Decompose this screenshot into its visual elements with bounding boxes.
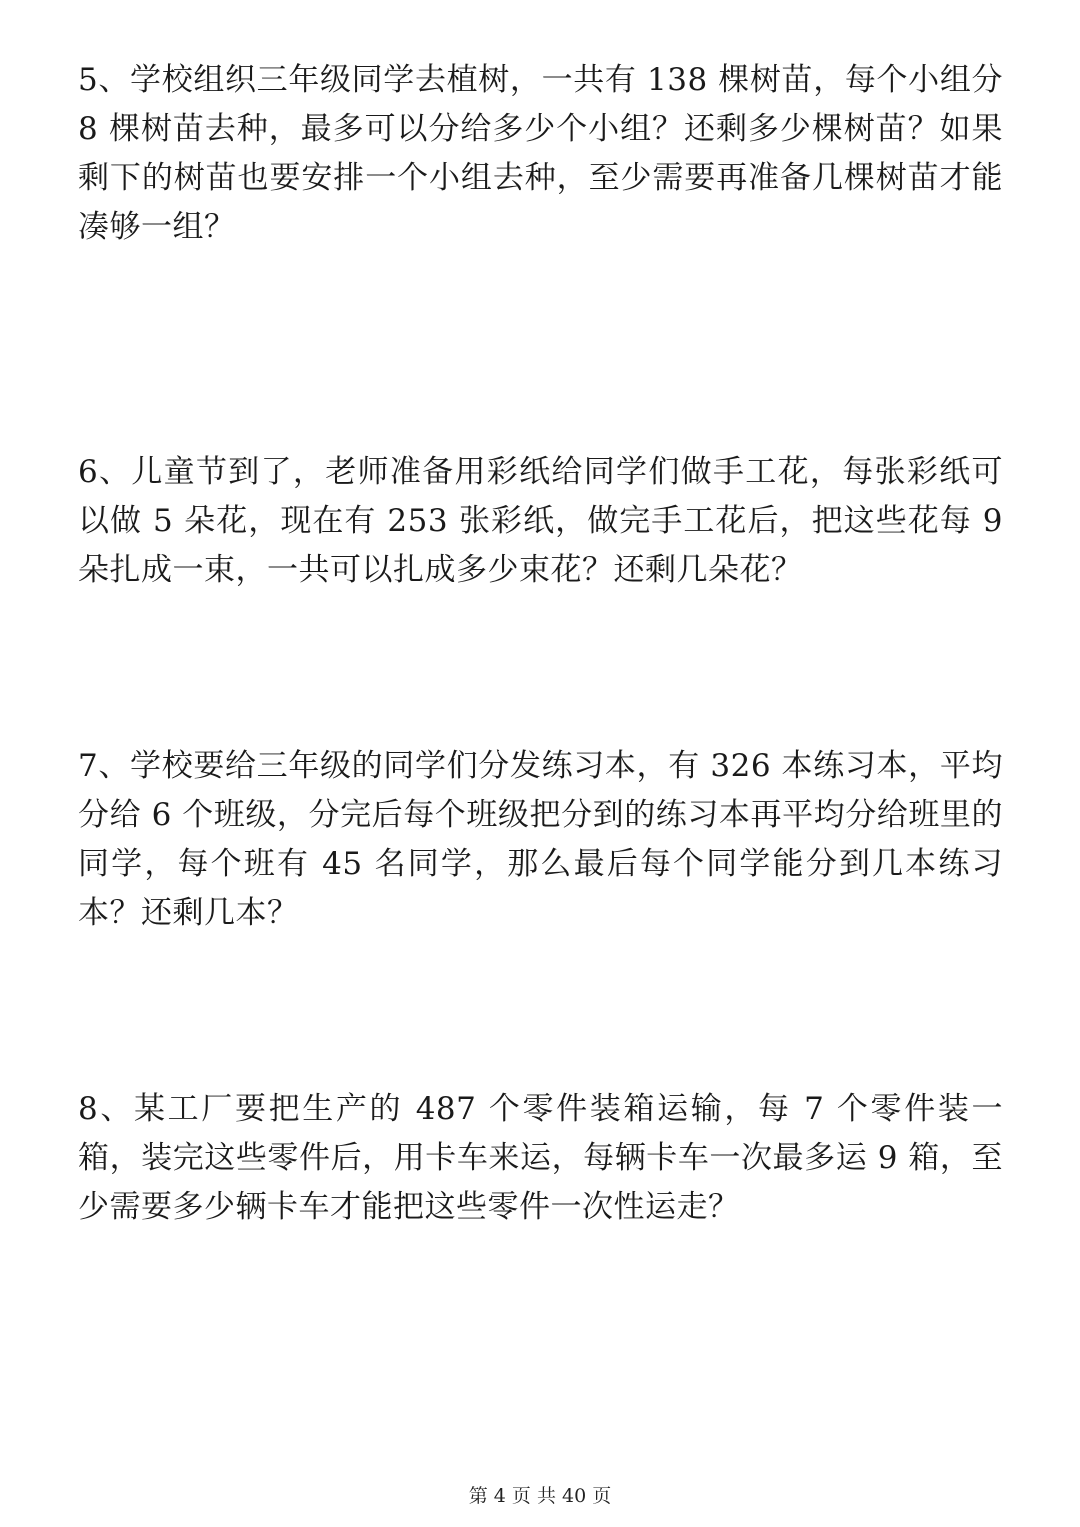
question-7: 7、学校要给三年级的同学们分发练习本，有 326 本练习本，平均分给 6 个班级，分完后每个班级把分到的练习本再平均分给班里的同学，每个班有 45 名同学，那么最后每个同学能分到几本练习本？还剩几本？ <box>78 748 1003 931</box>
page-number: 第 4 页 共 40 页 <box>468 1485 612 1507</box>
question-6: 6、儿童节到了，老师准备用彩纸给同学们做手工花，每张彩纸可以做 5 朵花，现在有 253 张彩纸，做完手工花后，把这些花每 9 朵扎成一束，一共可以扎成多少束花？还剩几朵花？ <box>78 454 1003 588</box>
question-5: 5、学校组织三年级同学去植树，一共有 138 棵树苗，每个小组分 8 棵树苗去种，最多可以分给多少个小组？还剩多少棵树苗？如果剩下的树苗也要安排一个小组去种，至少需要再准备几棵树苗才能凑够一组？ <box>78 62 1003 245</box>
question-8: 8、某工厂要把生产的 487 个零件装箱运输，每 7 个零件装一箱，装完这些零件后，用卡车来运，每辆卡车一次最多运 9 箱，至少需要多少辆卡车才能把这些零件一次性运走？ <box>78 1091 1003 1225</box>
